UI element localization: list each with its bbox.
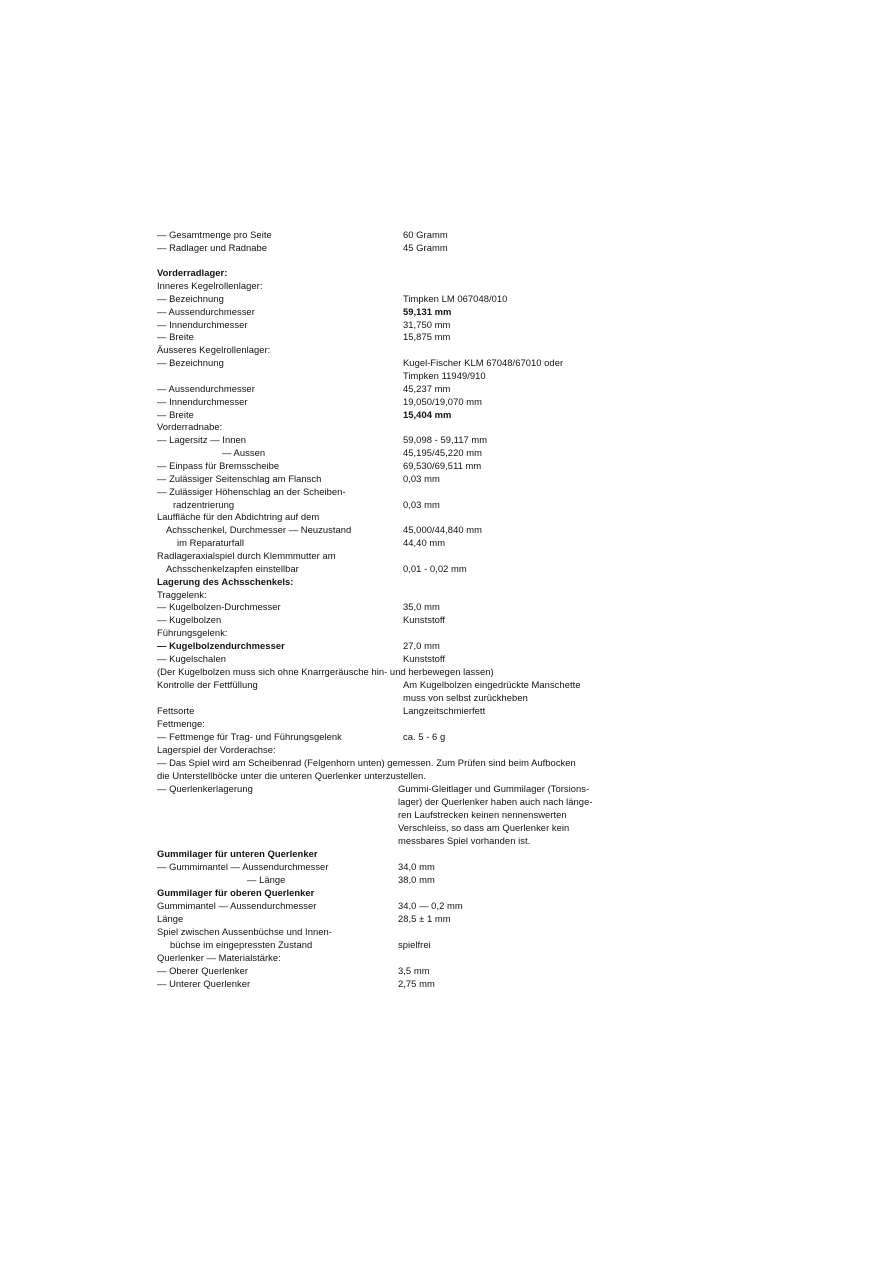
spec-value: 38,0 mm bbox=[398, 874, 435, 885]
spec-label: — Oberer Querlenker bbox=[157, 965, 249, 976]
spec-label: — Bezeichnung bbox=[157, 357, 224, 368]
spec-label: Kontrolle der Fettfüllung bbox=[157, 679, 258, 690]
spec-value: messbares Spiel vorhanden ist. bbox=[398, 835, 531, 846]
spec-value: lager) der Querlenker haben auch nach länge- bbox=[398, 796, 593, 807]
spec-label: radzentrierung bbox=[173, 499, 235, 510]
spec-label: Vorderradlager: bbox=[157, 267, 228, 278]
spec-label: Traggelenk: bbox=[157, 589, 207, 600]
spec-label: Führungsgelenk: bbox=[157, 627, 228, 638]
spec-value: 69,530/69,511 mm bbox=[403, 460, 482, 471]
spec-label: Gummilager für oberen Querlenker bbox=[157, 887, 315, 898]
spec-label: Lagerspiel der Vorderachse: bbox=[157, 744, 276, 755]
spec-value: muss von selbst zurückheben bbox=[403, 692, 528, 703]
spec-label: Gummilager für unteren Querlenker bbox=[157, 848, 318, 859]
spec-label: Lauffläche für den Abdichtring auf dem bbox=[157, 511, 320, 522]
spec-label: (Der Kugelbolzen muss sich ohne Knarrgeräusche hin- und herbewegen lassen) bbox=[157, 666, 494, 677]
spec-label: — Lagersitz — Innen bbox=[157, 434, 247, 445]
spec-value: 45 Gramm bbox=[403, 242, 448, 253]
spec-label: — Aussendurchmesser bbox=[157, 306, 255, 317]
spec-value: ca. 5 - 6 g bbox=[403, 731, 446, 742]
spec-value: 3,5 mm bbox=[398, 965, 430, 976]
spec-label: — Kugelbolzendurchmesser bbox=[157, 640, 285, 651]
spec-value: 19,050/19,070 mm bbox=[403, 396, 482, 407]
spec-value: 34,0 mm bbox=[398, 861, 435, 872]
spec-value: Langzeitschmierfett bbox=[403, 705, 486, 716]
spec-label: Fettsorte bbox=[157, 705, 195, 716]
spec-label: Gummimantel — Aussendurchmesser bbox=[157, 900, 317, 911]
spec-label: — Querlenkerlagerung bbox=[157, 783, 253, 794]
spec-label: Fettmenge: bbox=[157, 718, 205, 729]
spec-value: 59,098 - 59,117 mm bbox=[403, 434, 488, 445]
spec-value: Kugel-Fischer KLM 67048/67010 oder bbox=[403, 357, 564, 368]
spec-value: 2,75 mm bbox=[398, 978, 435, 989]
spec-label: büchse im eingepressten Zustand bbox=[170, 939, 313, 950]
spec-value: 35,0 mm bbox=[403, 601, 440, 612]
spec-value: 45,000/44,840 mm bbox=[403, 524, 482, 535]
spec-label: Achsschenkel, Durchmesser — Neuzustand bbox=[166, 524, 352, 535]
spec-label: im Reparaturfall bbox=[177, 537, 244, 548]
spec-label: — Radlager und Radnabe bbox=[157, 242, 268, 253]
spec-value: spielfrei bbox=[398, 939, 431, 950]
spec-label: — Zulässiger Seitenschlag am Flansch bbox=[157, 473, 322, 484]
spec-label: Äusseres Kegelrollenlager: bbox=[157, 344, 271, 355]
spec-label: — Breite bbox=[157, 409, 194, 420]
spec-label: — Innendurchmesser bbox=[157, 319, 248, 330]
spec-label: — Kugelbolzen-Durchmesser bbox=[157, 601, 281, 612]
spec-label: Länge bbox=[157, 913, 184, 924]
spec-value: 59,131 mm bbox=[403, 306, 452, 317]
spec-label: — Aussen bbox=[222, 447, 266, 458]
spec-label: die Unterstellböcke unter die unteren Querlenker unterzustellen. bbox=[157, 770, 426, 781]
spec-value: 0,01 - 0,02 mm bbox=[403, 563, 467, 574]
spec-label: — Unterer Querlenker bbox=[157, 978, 251, 989]
spec-value: Timpken 11949/910 bbox=[403, 370, 486, 381]
spec-label: — Gummimantel — Aussendurchmesser bbox=[157, 861, 329, 872]
spec-value: Am Kugelbolzen eingedrückte Manschette bbox=[403, 679, 581, 690]
spec-label: — Aussendurchmesser bbox=[157, 383, 255, 394]
spec-value: 27,0 mm bbox=[403, 640, 440, 651]
spec-value: Gummi-Gleitlager und Gummilager (Torsions- bbox=[398, 783, 590, 794]
spec-label: Vorderradnabe: bbox=[157, 421, 223, 432]
spec-label: Achsschenkelzapfen einstellbar bbox=[166, 563, 299, 574]
spec-value: Verschleiss, so dass am Querlenker kein bbox=[398, 822, 570, 833]
spec-label: — Zulässiger Höhenschlag an der Scheiben- bbox=[157, 486, 346, 497]
spec-value: Kunststoff bbox=[403, 614, 446, 625]
spec-value: 28,5 ± 1 mm bbox=[398, 913, 451, 924]
spec-label: — Gesamtmenge pro Seite bbox=[157, 229, 272, 240]
spec-value: 15,875 mm bbox=[403, 331, 451, 342]
spec-value: ren Laufstrecken keinen nennenswerten bbox=[398, 809, 567, 820]
spec-value: Timpken LM 067048/010 bbox=[403, 293, 508, 304]
spec-label: Lagerung des Achsschenkels: bbox=[157, 576, 294, 587]
spec-label: — Kugelschalen bbox=[157, 653, 226, 664]
spec-value: 45,195/45,220 mm bbox=[403, 447, 482, 458]
spec-label: — Das Spiel wird am Scheibenrad (Felgenhorn unten) gemessen. Zum Prüfen sind beim Aufbocken bbox=[157, 757, 576, 768]
spec-label: — Kugelbolzen bbox=[157, 614, 222, 625]
spec-label: Spiel zwischen Aussenbüchse und Innen- bbox=[157, 926, 332, 937]
spec-value: 0,03 mm bbox=[403, 473, 440, 484]
spec-label: — Breite bbox=[157, 331, 194, 342]
spec-label: — Bezeichnung bbox=[157, 293, 224, 304]
spec-label: — Innendurchmesser bbox=[157, 396, 248, 407]
spec-label: Radlageraxialspiel durch Klemmmutter am bbox=[157, 550, 336, 561]
spec-label: Querlenker — Materialstärke: bbox=[157, 952, 281, 963]
spec-label: — Fettmenge für Trag- und Führungsgelenk bbox=[157, 731, 342, 742]
spec-label: — Einpass für Bremsscheibe bbox=[157, 460, 280, 471]
spec-value: 45,237 mm bbox=[403, 383, 451, 394]
spec-value: 44,40 mm bbox=[403, 537, 446, 548]
spec-value: Kunststoff bbox=[403, 653, 446, 664]
spec-label: — Länge bbox=[247, 874, 286, 885]
spec-label: Inneres Kegelrollenlager: bbox=[157, 280, 263, 291]
spec-value: 0,03 mm bbox=[403, 499, 440, 510]
spec-value: 34,0 — 0,2 mm bbox=[398, 900, 463, 911]
spec-value: 31,750 mm bbox=[403, 319, 451, 330]
spec-value: 60 Gramm bbox=[403, 229, 448, 240]
spec-value: 15,404 mm bbox=[403, 409, 452, 420]
